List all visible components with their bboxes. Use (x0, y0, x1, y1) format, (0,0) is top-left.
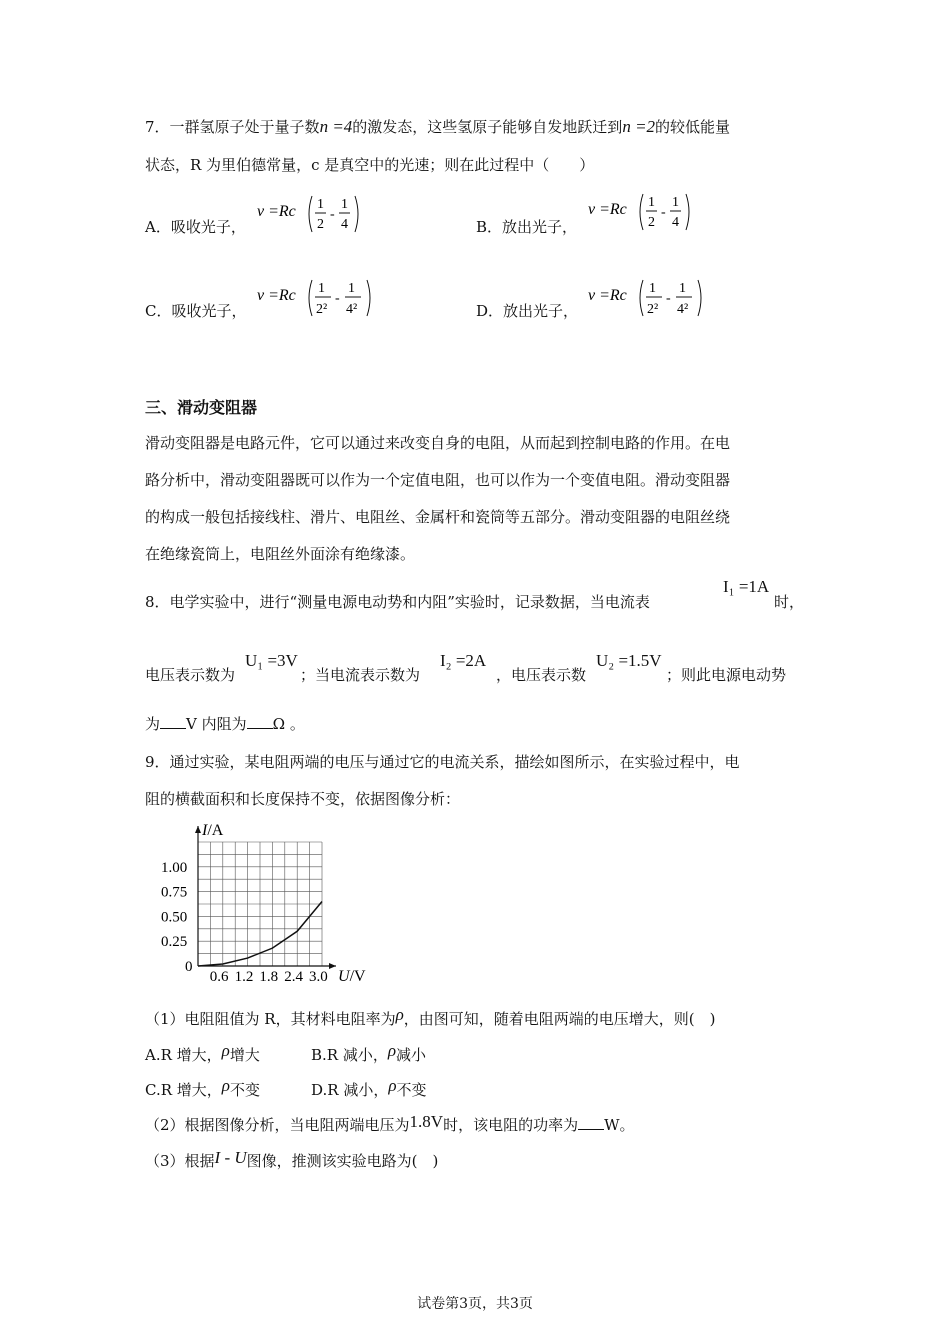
section-para-line-2: 路分析中，滑动变阻器既可以作为一个定值电阻，也可以作为一个变值电阻。滑动变阻器 (145, 471, 731, 489)
den1: 2 (317, 217, 324, 232)
formula-lhs: ν =Rc (588, 287, 627, 304)
x-tick-label: 0.6 (209, 969, 229, 985)
x-tick-label: 1.2 (234, 969, 254, 985)
q8-u1: U₁ =3V (245, 651, 298, 670)
section-para-line-4: 在绝缘瓷筒上，电阻丝外面涂有绝缘漆。 (145, 545, 416, 563)
q8-i1: I₁ =1A (723, 577, 770, 596)
page-footer: 试卷第3页，共3页 (417, 1296, 533, 1312)
den1: 2 (648, 215, 655, 230)
q9-line1: 9．通过实验，某电阻两端的电压与通过它的电流关系，描绘如图所示，在实验过程中，电 (145, 753, 740, 771)
section-para-line-3: 的构成一般包括接线柱、滑片、电阻丝、金属杆和瓷筒等五部分。滑动变阻器的电阻丝绕 (145, 508, 731, 526)
den2: 4² (677, 302, 689, 317)
xlabel-var: U (338, 968, 350, 985)
q8-line2d: ；则此电源电动势 (666, 666, 787, 684)
answer-blank-resistance[interactable] (247, 714, 273, 729)
ylabel-unit: /A (207, 822, 224, 839)
den2: 4² (346, 302, 358, 317)
x-axis-arrow (329, 963, 336, 969)
section-para-line-1: 滑动变阻器是电路元件，它可以通过来改变自身的电阻，从而起到控制电路的作用。在电 (145, 434, 731, 452)
formula-lhs: ν =Rc (588, 201, 627, 218)
num1: 1 (318, 281, 325, 296)
chart-ylabel (201, 822, 224, 839)
y-tick-label: 0.25 (161, 934, 188, 951)
q9-sub3: （3）根据I - U图像，推测该实验电路为( ) (145, 1148, 439, 1170)
q8-line2a: 电压表示数为 (145, 666, 236, 684)
q8-line3: 为 V 内阻为 Ω 。 (145, 715, 305, 733)
q8-line1: 8．电学实验中，进行“测量电源电动势和内阻”实验时，记录数据，当电流表 (145, 593, 650, 611)
q9-sub2: （2）根据图像分析，当电阻两端电压为1.8V时，该电阻的功率为 W。 (145, 1112, 635, 1134)
q7-line2: 状态，R 为里伯德常量，c 是真空中的光速；则在此过程中（ ） (145, 156, 595, 174)
y-tick-label: 1.00 (161, 859, 188, 876)
q7-formula-c (257, 274, 387, 324)
y-tick-label: 0.75 (161, 884, 188, 901)
ylabel-var: I (202, 822, 208, 839)
section-heading: 三、滑动变阻器 (145, 398, 258, 417)
x-tick-label: 2.4 (284, 969, 303, 985)
num1: 1 (649, 281, 656, 296)
num1: 1 (648, 195, 655, 210)
q9-line2: 阻的横截面积和长度保持不变，依据图像分析： (145, 790, 461, 808)
num2: 1 (348, 281, 355, 296)
q8-i2: I₂ =2A (440, 651, 487, 670)
q7-formula-d (588, 274, 718, 324)
y-tick-label: 0.50 (161, 909, 188, 926)
chart-axes (195, 826, 336, 969)
y-tick-label: 0 (185, 959, 193, 975)
q7-line1: 7．一群氢原子处于量子数n =4的激发态，这些氢原子能够自发地跃迁到n =2的较低能量 (145, 117, 731, 136)
num2: 1 (672, 195, 679, 210)
rho-symbol: ρ (395, 1005, 404, 1024)
y-axis-arrow (195, 826, 201, 833)
formula-lhs: ν =Rc (257, 287, 296, 304)
x-tick-label: 1.8 (259, 969, 279, 985)
chart-grid (198, 842, 322, 966)
minus: - (330, 207, 335, 222)
chart-xlabel (338, 968, 366, 985)
q9-option-a[interactable]: A.R 增大，ρ增大 (145, 1041, 260, 1064)
q8-line2b: ；当电流表示数为 (300, 666, 421, 684)
q8-u2: U₂ =1.5V (596, 651, 662, 670)
den1: 2² (647, 302, 659, 317)
q8-line2c: ，电压表示数 (496, 666, 587, 684)
answer-blank-emf[interactable] (160, 714, 186, 729)
answer-blank-power[interactable] (578, 1115, 604, 1130)
formula-lhs: ν =Rc (257, 203, 296, 220)
q9-option-b[interactable]: B.R 减小，ρ减小 (311, 1041, 427, 1064)
q9-option-c[interactable]: C.R 增大，ρ不变 (145, 1076, 260, 1099)
den2: 4 (672, 215, 679, 230)
iu-chart (150, 818, 380, 988)
x-tick-label: 3.0 (309, 969, 328, 985)
den1: 2² (316, 302, 328, 317)
q7-formula-a (257, 190, 377, 240)
q9-sub1: （1）电阻阻值为 R，其材料电阻率为ρ，由图可知，随着电阻两端的电压增大，则( ) (145, 1005, 716, 1028)
q9-option-d[interactable]: D.R 减小，ρ不变 (311, 1076, 427, 1099)
num2: 1 (341, 197, 348, 212)
q7-formula-b (588, 188, 708, 238)
q8-line1-end: 时， (774, 593, 805, 611)
num1: 1 (317, 197, 324, 212)
xlabel-unit: /V (349, 968, 366, 985)
minus: - (661, 205, 666, 220)
num2: 1 (679, 281, 686, 296)
den2: 4 (341, 217, 348, 232)
minus: - (335, 291, 340, 306)
minus: - (666, 291, 671, 306)
